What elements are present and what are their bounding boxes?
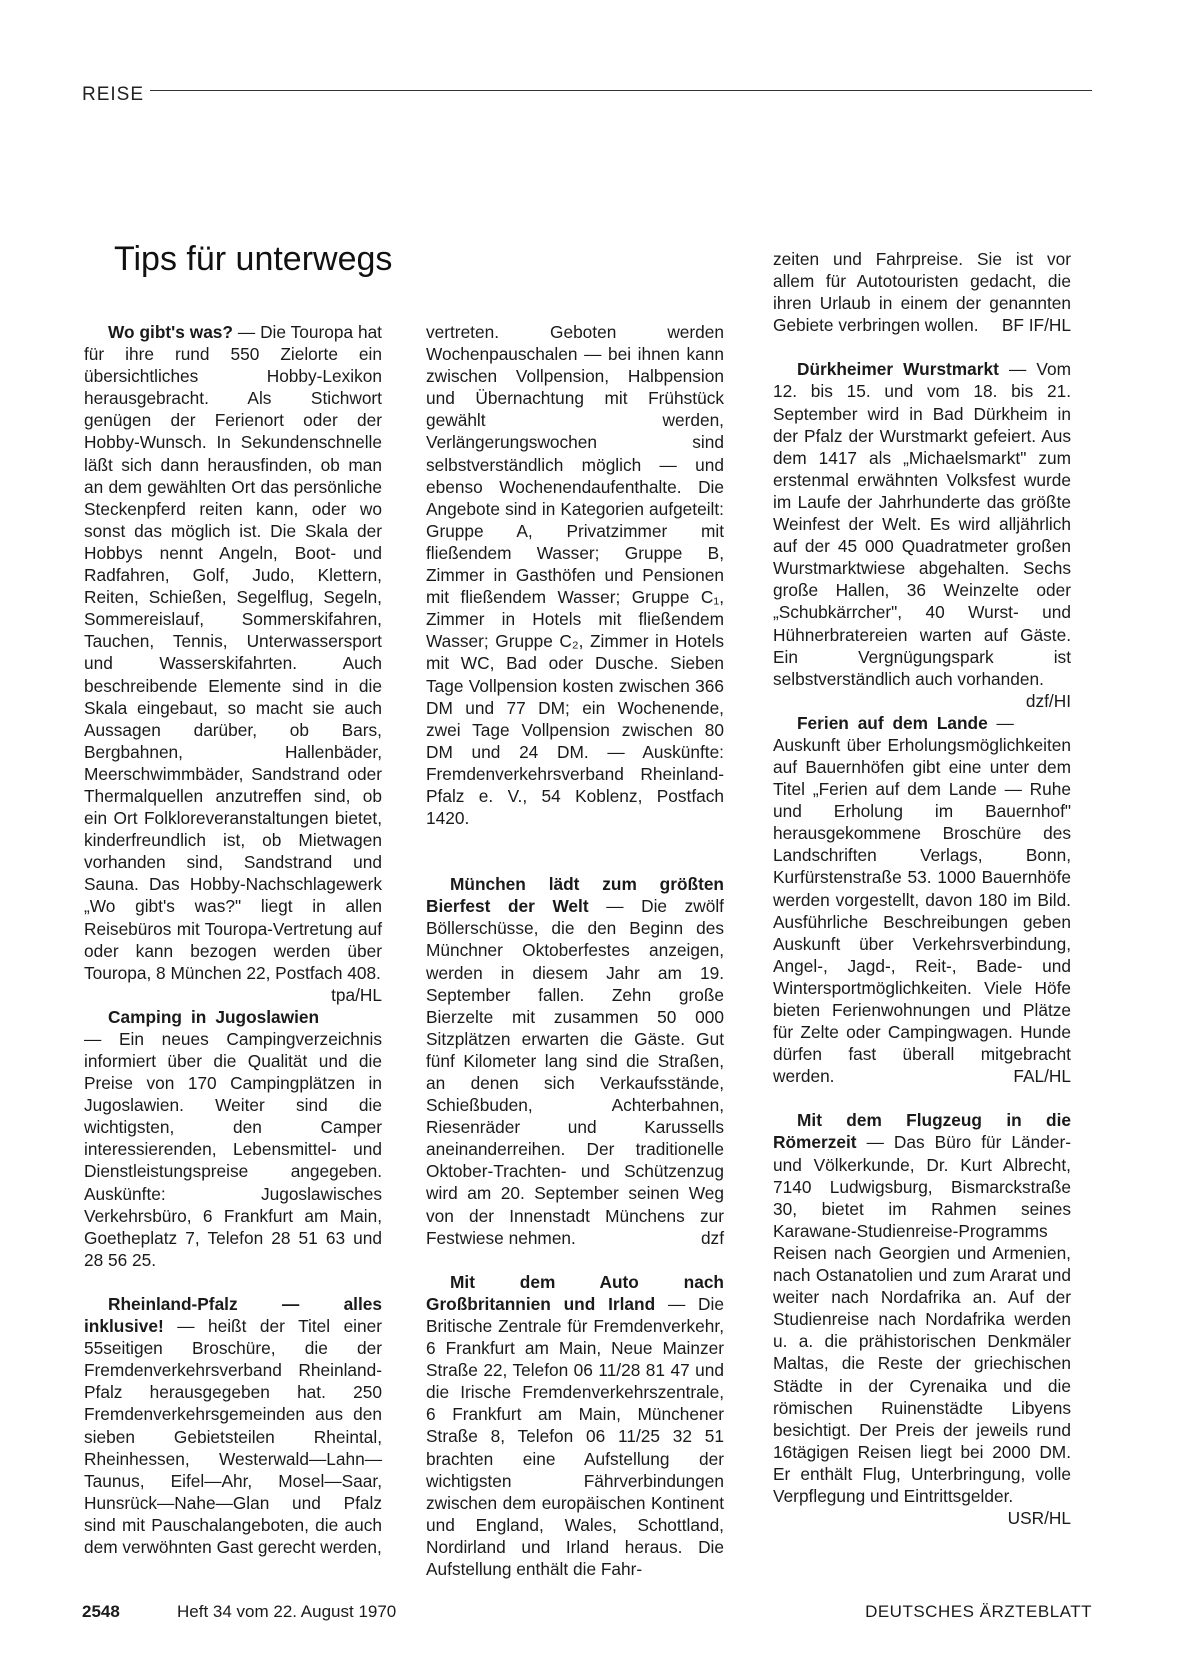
article-lead: Camping in Jugoslawien — [108, 1006, 320, 1027]
article-body: — Auskunft über Erholungsmöglichkeiten auf Bauernhöfen gibt eine unter dem Titel „Ferien auf dem Lande — Ruhe und Erholung im Bauernhof" herausgekommene Broschüre des Landschriften Verlags, Bonn, Kurfürstenstraße 53. 1000 Bauernhöfe werden vorgestellt, davon 180 im Bild. Ausführliche Beschreibungen geben Auskunft über Verkehrsverbindung, Angel-, Jagd-, Reit-, Bade- und Wintersportmöglichkeiten. Viele Höfe bieten Ferienwohnungen und Plätze für Zelte oder Campingwagen. Hunde dürfen fast überall mitgebracht werden. — [773, 712, 1071, 1087]
page-title: Tips für unterwegs — [114, 240, 393, 278]
article-lead: Mit dem Auto nach Großbritannien und Irland — [426, 1271, 724, 1314]
article-auto-part1 — [426, 1271, 724, 1580]
article-lead: Wo gibt's was? — [108, 322, 233, 342]
article-lead: Mit dem Flugzeug in die Römerzeit — [773, 1110, 1071, 1153]
article-signature: tpa/HL — [331, 984, 382, 1005]
article-body: vertreten. Geboten werden Wochenpauschalen — bei ihnen kann zwischen Vollpension, Halbpension und Übernachtung mit Frühstück gewählt werden, Verlängerungswochen sind selbstverständlich möglich — und ebenso Wochenendaufenthalte. Die Angebote sind in Kategorien aufgeteilt: Gruppe A, Privatzimmer mit fließendem Wasser; Gruppe B, Zimmer in Gasthöfen und Pensionen mit fließendem Wasser; Gruppe C₁, Zimmer in Hotels mit fließendem Wasser; Gruppe C₂, Zimmer in Hotels mit WC, Bad oder Dusche. Sieben Tage Vollpension kosten zwischen 366 DM und 77 DM; ein Wochenende, zwei Tage Vollpension zwischen 80 DM und 24 DM. — Auskünfte: Fremdenverkehrsverband Rheinland-Pfalz e. V., 54 Koblenz, Postfach 1420. — [426, 322, 724, 829]
article-signature: USR/HL — [1007, 1508, 1071, 1529]
article-body: — Vom 12. bis 15. und vom 18. bis 21. September wird in Bad Dürkheim in der Pfalz der Wurstmarkt gefeiert. Aus dem 1417 als „Michaelsmarkt" zum erstenmal erwähnten Volksfest wurde im Laufe der Jahrhunderte das größte Weinfest der Welt. Es wird alljährlich auf der 45 000 Quadratmeter großen Wurstmarktwiese abgehalten. Sechs große Hallen, 36 Weinzelte oder „Schubkärrcher", 40 Wurst- und Hühnerbratereien warten auf Gäste. Ein Vergnügungspark ist selbstverständlich auch vorhanden. — [773, 359, 1071, 689]
article-lead: Dürkheimer Wurstmarkt — [797, 359, 999, 380]
article-lead: Rheinland-Pfalz — alles inklusive! — [84, 1293, 382, 1337]
column-1 — [84, 321, 382, 1558]
article-wo-gibts — [84, 321, 382, 1005]
column-2 — [426, 321, 724, 1580]
article-body: — Die Britische Zentrale für Fremdenverkehr, 6 Frankfurt am Main, Neue Mainzer Straße 22, Telefon 06 11/28 81 47 und die Irische Fremdenverkehrszentrale, 6 Frankfurt am Main, Münchener Straße 8, Telefon 06 11/25 32 51 brachten eine Aufstellung der wichtigsten Fährverbindungen zwischen dem europäischen Kontinent und England, Wales, Schottland, Nordirland und Irland heraus. Die Aufstellung enthält die Fahr- — [426, 1293, 724, 1579]
article-body: — Ein neues Campingverzeichnis informiert über die Qualität und die Preise von 170 Campingplätzen in Jugoslawien. Weiter sind die wichtigsten, den Camper interessierenden, Lebensmittel- und Dienstleistungspreise angegeben. Auskünfte: Jugoslawisches Verkehrsbüro, 6 Frankfurt am Main, Goetheplatz 7, Telefon 28 51 63 und 28 56 25. — [84, 1028, 382, 1270]
page-header — [82, 80, 1092, 110]
issue-line: Heft 34 vom 22. August 1970 — [177, 1602, 397, 1621]
article-body: — heißt der Titel einer 55seitigen Broschüre, die der Fremdenverkehrsverband Rheinland-Pfalz herausgegeben hat. 250 Fremdenverkehrsgemeinden aus den sieben Gebietsteilen Rheintal, Rheinhessen, Westerwald—Lahn—Taunus, Eifel—Ahr, Mosel—Saar, Hunsrück—Nahe—Glan und Pfalz sind mit Pauschalangeboten, die auch dem verwöhnten Gast gerecht werden, — [84, 1316, 382, 1557]
header-rule — [150, 90, 1092, 91]
article-signature: dzf — [700, 1227, 724, 1248]
article-auto-part2 — [773, 248, 1071, 336]
article-ferien — [773, 712, 1071, 1088]
article-wurstmarkt — [773, 358, 1071, 711]
page-number: 2548 — [82, 1602, 120, 1621]
journal-name: DEUTSCHES ÄRZTEBLATT — [865, 1602, 1092, 1621]
column-3 — [773, 248, 1071, 1529]
page-footer — [82, 1602, 1092, 1632]
article-body: zeiten und Fahrpreise. Sie ist vor allem für Autotouristen gedacht, die ihren Urlaub in einem der genannten Gebiete verbringen wollen. — [773, 249, 1071, 336]
article-body: — Die Touropa hat für ihre rund 550 Zielorte ein übersichtliches Hobby-Lexikon herausgebracht. Als Stichwort genügen der Ferienort oder der Hobby-Wunsch. In Sekundenschnelle läßt sich dann herausfinden, ob man an dem gewählten Ort das persönliche Steckenpferd reiten kann, oder wo sonst das möglich ist. Die Skala der Hobbys nennt Angeln, Boot- und Radfahren, Golf, Judo, Klettern, Reiten, Schießen, Segelflug, Segeln, Sommereislauf, Sommerskifahren, Tauchen, Tennis, Unterwassersport und Wasserskifahrten. Auch beschreibende Elemente sind in die Skala eingebaut, so macht sie auch Aussagen darüber, ob Bars, Bergbahnen, Hallenbäder, Meerschwimmbäder, Sandstrand oder Thermalquellen anzutreffen sind, ob ein Ort Folkloreveranstaltungen bietet, kinderfreundlich ist, ob Mietwagen vorhanden sind, Sandstrand und Sauna. Das Hobby-Nachschlagewerk „Wo gibt's was?" liegt in allen Reisebüros mit Touropa-Vertretung auf oder kann bezogen werden über Touropa, 8 München 22, Postfach 408. — [84, 322, 382, 983]
article-camping — [84, 1006, 382, 1271]
section-label: REISE — [82, 84, 145, 105]
article-signature: BF IF/HL — [1001, 315, 1071, 336]
article-body: — Das Büro für Länder- und Völkerkunde, Dr. Kurt Albrecht, 7140 Ludwigsburg, Bismarckstraße 30, bietet im Rahmen seines Karawane-Studienreise-Programms Reisen nach Georgien und Armenien, nach Ostanatolien und zum Ararat und weiter nach Nordafrika an. Auf der Studienreise nach Nordafrika werden u. a. die prähistorischen Denkmäler Maltas, die Reste der griechischen Städte in der Cyrenaika und die römischen Ruinenstädte Libyens besichtigt. Der Preis der jeweils rund 16tägigen Reisen liegt bei 2000 DM. Er enthält Flug, Unterbringung, volle Verpflegung und Eintrittsgelder. — [773, 1132, 1071, 1506]
article-lead: Ferien auf dem Lande — [797, 712, 988, 733]
article-flugzeug — [773, 1109, 1071, 1529]
article-signature: FAL/HL — [1013, 1066, 1071, 1087]
article-body: — Die zwölf Böllerschüsse, die den Beginn des Münchner Oktoberfestes anzeigen, werden in diesem Jahr am 19. September fallen. Zehn große Bierzelte mit zusammen 50 000 Sitzplätzen erwarten die Gäste. Gut fünf Kilometer lang sind die Straßen, an denen sich Verkaufsstände, Schießbuden, Achterbahnen, Riesenräder und Karussells aneinanderreihen. Der traditionelle Oktober-Trachten- und Schützenzug wird am 20. September seinen Weg von der Innenstadt Münchens zur Festwiese nehmen. — [426, 896, 724, 1248]
article-signature: dzf/HI — [1025, 690, 1071, 711]
article-muenchen — [426, 873, 724, 1249]
article-rheinland-part1 — [84, 1293, 382, 1558]
article-lead: München lädt zum größten Bierfest der Welt — [426, 874, 724, 917]
article-rheinland-part2 — [426, 321, 724, 829]
